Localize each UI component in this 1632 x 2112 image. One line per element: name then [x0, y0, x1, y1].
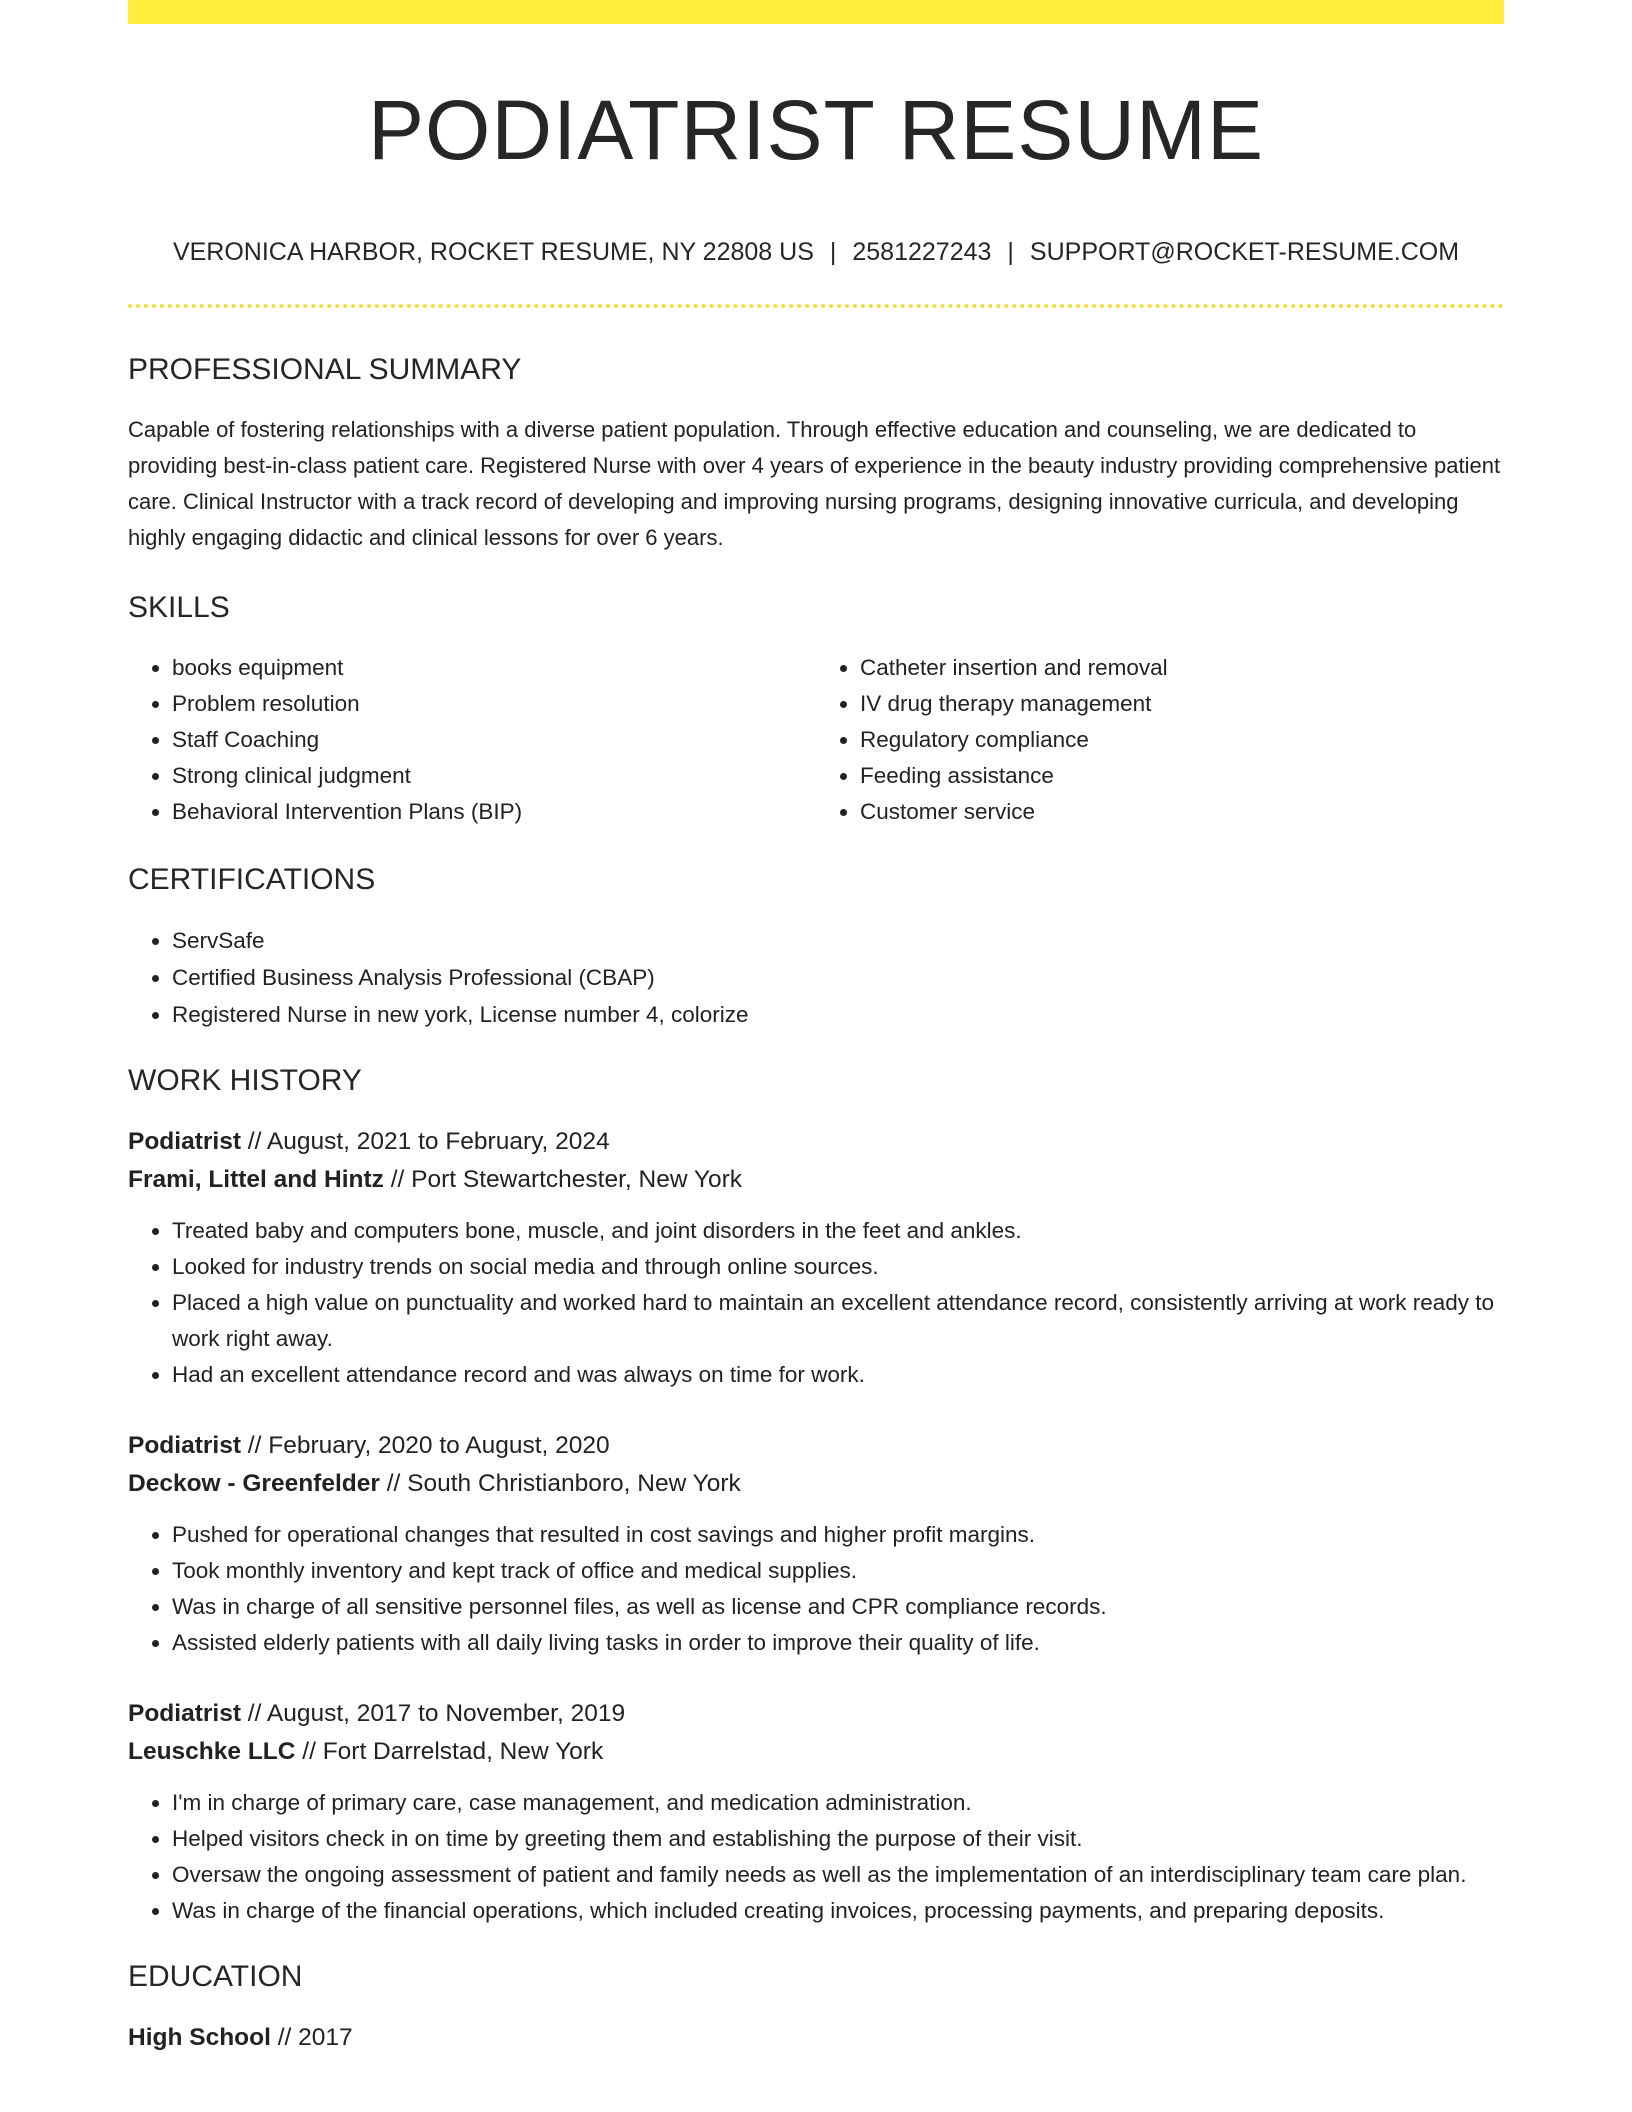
skill-item: • Behavioral Intervention Plans (BIP): [172, 794, 816, 830]
skills-heading: SKILLS: [128, 591, 230, 624]
skill-item: • Customer service: [860, 794, 1504, 830]
job-location: // South Christianboro, New York: [379, 1470, 741, 1497]
certification-item: • Registered Nurse in new york, License number 4, colorize: [172, 996, 1504, 1033]
contact-separator: |: [829, 238, 837, 266]
job-title: Podiatrist: [128, 1700, 241, 1727]
education-entry: [128, 2019, 1504, 2057]
certifications-list: [128, 922, 1504, 1033]
job-bullet: • Placed a high value on punctuality and worked hard to maintain an excellent attendance record, consistently arriving at work ready to work right away.: [172, 1285, 1504, 1357]
job-location: // Port Stewartchester, New York: [383, 1166, 743, 1193]
skills-right-list: [816, 650, 1504, 830]
certification-item: • Certified Business Analysis Professional (CBAP): [172, 959, 1504, 996]
job-bullet: • Pushed for operational changes that resulted in cost savings and higher profit margins.: [172, 1517, 1504, 1553]
job-dates: // August, 2017 to November, 2019: [241, 1700, 626, 1727]
job-company: Deckow - Greenfelder: [128, 1470, 380, 1497]
page-title: PODIATRIST RESUME: [367, 83, 1264, 177]
skills-columns: [128, 650, 1504, 830]
certifications-heading: CERTIFICATIONS: [128, 863, 376, 896]
job-bullet: • I'm in charge of primary care, case management, and medication administration.: [172, 1785, 1504, 1821]
skill-item: • Staff Coaching: [172, 722, 816, 758]
skills-left-list: [128, 650, 816, 830]
job-company-line: [128, 1733, 1504, 1771]
education-title: High School: [128, 2024, 271, 2051]
job-dates: // August, 2021 to February, 2024: [241, 1128, 610, 1155]
job-bullet: • Treated baby and computers bone, muscle, and joint disorders in the feet and ankles.: [172, 1213, 1504, 1249]
skill-item: • books equipment: [172, 650, 816, 686]
job-bullets: [128, 1213, 1504, 1393]
job-bullet: • Was in charge of the financial operations, which included creating invoices, processing payments, and preparing deposits.: [172, 1893, 1504, 1929]
job-bullet: • Was in charge of all sensitive personnel files, as well as license and CPR compliance records.: [172, 1589, 1504, 1625]
contact-separator: |: [1007, 238, 1014, 266]
dotted-divider: [128, 304, 1504, 308]
job-bullets: [128, 1785, 1504, 1929]
education-heading: EDUCATION: [128, 1960, 303, 1993]
job-dates: // February, 2020 to August, 2020: [241, 1432, 610, 1459]
skill-item: • Problem resolution: [172, 686, 816, 722]
job-title-line: [128, 1695, 1504, 1733]
accent-bar: [128, 0, 1504, 24]
summary-heading: PROFESSIONAL SUMMARY: [128, 353, 522, 386]
job-bullet: • Assisted elderly patients with all daily living tasks in order to improve their quality of life.: [172, 1625, 1504, 1661]
job-company: Frami, Littel and Hintz: [128, 1166, 384, 1193]
job-title-line: [128, 1427, 1504, 1465]
resume-page: [128, 0, 1504, 2057]
job-entry: [128, 1123, 1504, 1393]
contact-address: VERONICA HARBOR, ROCKET RESUME, NY 22808 US: [172, 238, 814, 266]
job-bullet: • Took monthly inventory and kept track of office and medical supplies.: [172, 1553, 1504, 1589]
skill-item: • Feeding assistance: [860, 758, 1504, 794]
work-history-heading: WORK HISTORY: [128, 1064, 362, 1097]
job-company-line: [128, 1161, 1504, 1199]
skill-item: • IV drug therapy management: [860, 686, 1504, 722]
job-bullet: • Oversaw the ongoing assessment of patient and family needs as well as the implementation of an interdisciplinary team care plan.: [172, 1857, 1504, 1893]
job-title: Podiatrist: [128, 1128, 241, 1155]
job-bullets: [128, 1517, 1504, 1661]
job-entry: [128, 1695, 1504, 1929]
skill-item: • Regulatory compliance: [860, 722, 1504, 758]
job-location: // Fort Darrelstad, New York: [295, 1738, 604, 1765]
job-entry: [128, 1427, 1504, 1661]
contact-phone: 2581227243: [852, 238, 992, 266]
job-company-line: [128, 1465, 1504, 1503]
job-bullet: • Had an excellent attendance record and was always on time for work.: [172, 1357, 1504, 1393]
job-title-line: [128, 1123, 1504, 1161]
contact-email: SUPPORT@ROCKET-RESUME.COM: [1029, 238, 1460, 266]
job-company: Leuschke LLC: [128, 1738, 296, 1765]
job-bullet: • Helped visitors check in on time by greeting them and establishing the purpose of their visit.: [172, 1821, 1504, 1857]
job-bullet: • Looked for industry trends on social media and through online sources.: [172, 1249, 1504, 1285]
skill-item: • Strong clinical judgment: [172, 758, 816, 794]
certification-item: • ServSafe: [172, 922, 1504, 959]
skill-item: • Catheter insertion and removal: [860, 650, 1504, 686]
education-year: // 2017: [270, 2024, 353, 2051]
job-title: Podiatrist: [128, 1432, 241, 1459]
contact-line: [128, 236, 1504, 268]
summary-text: Capable of fostering relationships with a diverse patient population. Through effective education and counseling, we are dedicated to providing best-in-class patient care. Registered Nurse with over 4 years of experience in the beauty industry providing comprehensive patient care. Clinical Instructor with a track record of developing and improving nursing programs, designing innovative curricula, and developing highly engaging didactic and clinical lessons for over 6 years.: [128, 417, 1501, 550]
